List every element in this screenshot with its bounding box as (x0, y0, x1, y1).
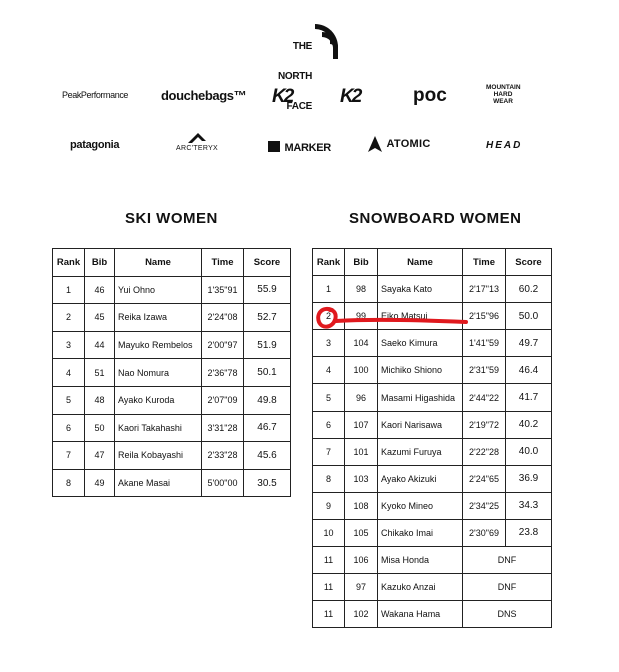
ski-women-title: SKI WOMEN (125, 210, 218, 227)
cell-rank: 7 (53, 442, 85, 470)
atomic-triangle-icon (368, 136, 382, 152)
cell-score: 34.3 (506, 492, 552, 519)
cell-name: Wakana Hama (378, 601, 463, 628)
marker-wordmark: MARKER (284, 141, 331, 154)
cell-name: Kazumi Furuya (378, 438, 463, 465)
header-name: Name (115, 249, 202, 277)
cell-time: 2'30"69 (463, 519, 506, 546)
atomic-wordmark: ATOMIC (386, 137, 431, 150)
cell-bib: 44 (85, 331, 115, 359)
cell-rank: 8 (53, 469, 85, 497)
table-row (53, 386, 291, 414)
mountain-hardwear-logo: MOUNTAIN HARD WEAR (486, 84, 521, 105)
arcteryx-logo (176, 131, 222, 155)
cell-bib: 99 (345, 303, 378, 330)
table-row (53, 469, 291, 497)
cell-rank: 1 (313, 276, 345, 303)
cell-name: Misa Honda (378, 547, 463, 574)
table-row (313, 276, 552, 303)
head-logo: HEAD (486, 140, 523, 151)
table-row (313, 411, 552, 438)
cell-time: 2'36"78 (202, 359, 244, 387)
cell-bib: 49 (85, 469, 115, 497)
cell-score: 41.7 (506, 384, 552, 411)
cell-score: 23.8 (506, 519, 552, 546)
header-rank: Rank (53, 249, 85, 277)
cell-rank: 3 (313, 330, 345, 357)
cell-time: 3'31"28 (202, 414, 244, 442)
cell-bib: 106 (345, 547, 378, 574)
cell-rank: 7 (313, 438, 345, 465)
cell-bib: 103 (345, 465, 378, 492)
cell-bib: 96 (345, 384, 378, 411)
cell-score: 40.2 (506, 411, 552, 438)
peak-performance-logo: PeakPerformance (62, 90, 129, 100)
snowboard-women-title: SNOWBOARD WOMEN (349, 210, 522, 227)
patagonia-logo: patagonia (70, 139, 120, 151)
cell-bib: 105 (345, 519, 378, 546)
header-score: Score (506, 249, 552, 276)
table-row (53, 304, 291, 332)
atomic-logo (368, 135, 448, 153)
cell-score: 46.4 (506, 357, 552, 384)
cell-status: DNF (463, 574, 552, 601)
cell-bib: 97 (345, 574, 378, 601)
cell-bib: 108 (345, 492, 378, 519)
cell-name: Saeko Kimura (378, 330, 463, 357)
cell-time: 2'22"28 (463, 438, 506, 465)
cell-bib: 101 (345, 438, 378, 465)
cell-name: Akane Masai (115, 469, 202, 497)
cell-rank: 4 (313, 357, 345, 384)
cell-name: Masami Higashida (378, 384, 463, 411)
cell-bib: 104 (345, 330, 378, 357)
cell-name: Mayuko Rembelos (115, 331, 202, 359)
cell-time: 2'24"08 (202, 304, 244, 332)
cell-rank: 11 (313, 547, 345, 574)
cell-rank: 5 (313, 384, 345, 411)
table-row (313, 492, 552, 519)
poc-logo: poc (413, 85, 447, 106)
cell-bib: 46 (85, 276, 115, 304)
cell-name: Chikako Imai (378, 519, 463, 546)
table-row (313, 438, 552, 465)
cell-status: DNF (463, 547, 552, 574)
header-time: Time (463, 249, 506, 276)
cell-time: 2'00"97 (202, 331, 244, 359)
cell-name: Michiko Shiono (378, 357, 463, 384)
header-bib: Bib (85, 249, 115, 277)
cell-bib: 100 (345, 357, 378, 384)
cell-time: 5'00"00 (202, 469, 244, 497)
arcteryx-wordmark: ARC'TERYX (176, 145, 219, 152)
cell-name: Reila Kobayashi (115, 442, 202, 470)
cell-time: 2'44"22 (463, 384, 506, 411)
cell-score: 60.2 (506, 276, 552, 303)
table-row (53, 414, 291, 442)
cell-score: 50.1 (244, 359, 291, 387)
cell-name: Kaori Narisawa (378, 411, 463, 438)
cell-name: Kaori Takahashi (115, 414, 202, 442)
logo-word-face: FACE (286, 101, 312, 112)
cell-score: 52.7 (244, 304, 291, 332)
cell-rank: 2 (53, 304, 85, 332)
cell-score: 30.5 (244, 469, 291, 497)
table-row (53, 442, 291, 470)
table-row (53, 276, 291, 304)
cell-time: 2'34"25 (463, 492, 506, 519)
cell-name: Kazuko Anzai (378, 574, 463, 601)
cell-name: Eiko Matsui (378, 303, 463, 330)
header-name: Name (378, 249, 463, 276)
cell-name: Ayako Akizuki (378, 465, 463, 492)
cell-time: 2'33"28 (202, 442, 244, 470)
table-row (313, 357, 552, 384)
cell-rank: 11 (313, 601, 345, 628)
cell-time: 1'35"91 (202, 276, 244, 304)
cell-score: 55.9 (244, 276, 291, 304)
cell-bib: 50 (85, 414, 115, 442)
header-score: Score (244, 249, 291, 277)
cell-rank: 8 (313, 465, 345, 492)
half-dome-icon (312, 22, 338, 56)
cell-rank: 4 (53, 359, 85, 387)
table-row (313, 574, 552, 601)
table-row (313, 519, 552, 546)
header-bib: Bib (345, 249, 378, 276)
table-row (313, 384, 552, 411)
cell-score: 45.6 (244, 442, 291, 470)
cell-rank: 6 (313, 411, 345, 438)
cell-name: Nao Nomura (115, 359, 202, 387)
cell-rank: 3 (53, 331, 85, 359)
highlight-stroke (318, 309, 466, 327)
table-row (313, 465, 552, 492)
cell-rank: 6 (53, 414, 85, 442)
cell-rank: 11 (313, 574, 345, 601)
cell-score: 46.7 (244, 414, 291, 442)
header-rank: Rank (313, 249, 345, 276)
marker-logo (268, 139, 338, 153)
cell-score: 36.9 (506, 465, 552, 492)
cell-rank: 5 (53, 386, 85, 414)
douchebags-logo: douchebags™ (161, 88, 247, 103)
cell-name: Sayaka Kato (378, 276, 463, 303)
table-row (313, 547, 552, 574)
cell-bib: 51 (85, 359, 115, 387)
cell-rank: 2 (313, 303, 345, 330)
table-header-row (53, 249, 291, 277)
cell-bib: 45 (85, 304, 115, 332)
cell-name: Yui Ohno (115, 276, 202, 304)
cell-name: Kyoko Mineo (378, 492, 463, 519)
ski-women-table (52, 248, 291, 497)
cell-rank: 1 (53, 276, 85, 304)
k2-logo: K2 (272, 86, 293, 107)
table-row (53, 359, 291, 387)
cell-status: DNS (463, 601, 552, 628)
cell-time: 2'19"72 (463, 411, 506, 438)
cell-bib: 107 (345, 411, 378, 438)
logo-word-the: THE (292, 41, 312, 52)
red-highlight-annotation (310, 302, 480, 334)
cell-time: 2'15"96 (463, 303, 506, 330)
cell-time: 2'17"13 (463, 276, 506, 303)
cell-time: 1'41"59 (463, 330, 506, 357)
cell-time: 2'24"65 (463, 465, 506, 492)
table-row (313, 601, 552, 628)
cell-time: 2'07"09 (202, 386, 244, 414)
marker-m-icon (268, 141, 280, 152)
cell-rank: 10 (313, 519, 345, 546)
cell-time: 2'31"59 (463, 357, 506, 384)
cell-bib: 102 (345, 601, 378, 628)
cell-bib: 98 (345, 276, 378, 303)
arcteryx-bird-icon (176, 131, 222, 145)
cell-bib: 47 (85, 442, 115, 470)
header-time: Time (202, 249, 244, 277)
cell-bib: 48 (85, 386, 115, 414)
cell-name: Ayako Kuroda (115, 386, 202, 414)
cell-name: Reika Izawa (115, 304, 202, 332)
cell-score: 49.8 (244, 386, 291, 414)
table-row (53, 331, 291, 359)
logo-word-north: NORTH (277, 71, 312, 82)
k2-logo-2: K2 (340, 86, 361, 107)
cell-score: 49.7 (506, 330, 552, 357)
table-header-row (313, 249, 552, 276)
cell-score: 50.0 (506, 303, 552, 330)
cell-rank: 9 (313, 492, 345, 519)
cell-score: 40.0 (506, 438, 552, 465)
cell-score: 51.9 (244, 331, 291, 359)
